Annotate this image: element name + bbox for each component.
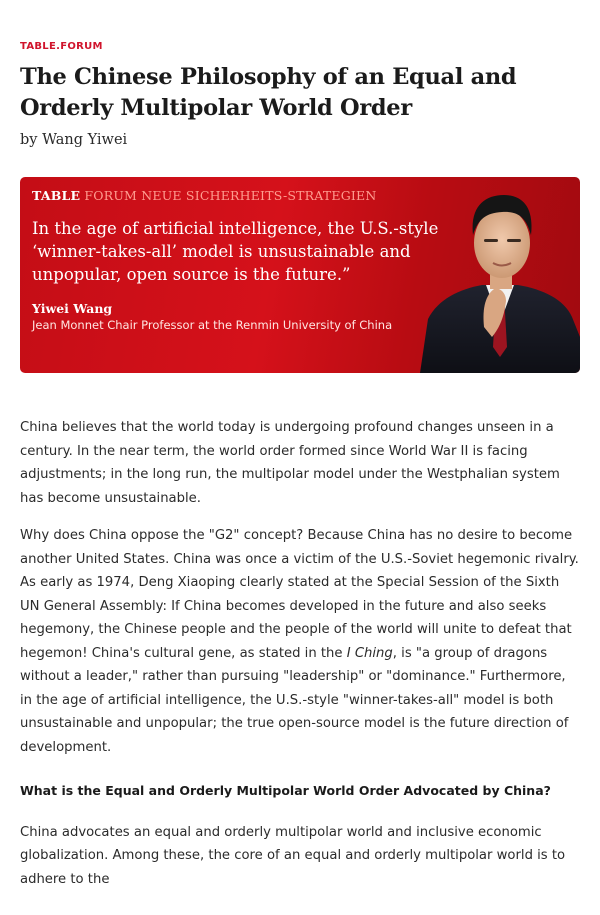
quote-banner xyxy=(20,177,580,373)
banner-quote: In the age of artificial intelligence, the U.S.-style ‘winner-takes-all’ model is unsustainable and unpopular, open source is the future.” xyxy=(32,219,439,284)
article-title: The Chinese Philosophy of an Equal and Orderly Multipolar World Order xyxy=(20,64,517,121)
paragraph-2 xyxy=(20,524,580,759)
article-page xyxy=(0,41,600,891)
section-kicker[interactable]: TABLE.FORUM xyxy=(20,41,103,52)
paragraph-1: China believes that the world today is undergoing profound changes unseen in a century. In the near term, the world order formed since World War II is facing adjustments; in the long run, the multipolar model under the Westphalian system has become unsustainable. xyxy=(20,420,560,506)
banner-series: FORUM NEUE SICHERHEITS-STRATEGIEN xyxy=(84,188,377,203)
paragraph-2-book-title: I Ching xyxy=(346,645,393,661)
banner-brand-logo: TABLE xyxy=(32,188,81,203)
banner-header xyxy=(32,188,376,203)
paragraph-3: China advocates an equal and orderly multipolar world and inclusive economic globalization. Among these, the core of an equal and orderly multipolar world is to adhere to the xyxy=(20,824,566,887)
banner-author-role: Jean Monnet Chair Professor at the Renmin University of China xyxy=(32,318,393,332)
paragraph-2-start: Why does China oppose the "G2" concept? Because China has no desire to become another United States. China was once a victim of the U.S.-Soviet hegemonic rivalry. As early as 1974, Deng Xiaoping clearly stated at the Special Session of the Sixth UN General Assembly: If China becomes developed in the future and also seeks hegemony, the Chinese people and the people of the world will unite to defeat that hegemon! China's cultural gene, as stated in the xyxy=(20,528,579,661)
paragraph-2-end: , is "a group of dragons without a leader," rather than pursuing "leadership" or "dominance." Furthermore, in the age of artificial intelligence, the U.S.-style "winner-takes-all" model is both unsustainable and unpopular; the true open-source model is the future direction of development. xyxy=(20,645,569,755)
article-body xyxy=(20,416,580,891)
author-portrait xyxy=(420,177,580,373)
article-byline: by Wang Yiwei xyxy=(20,132,128,148)
section-subheading: What is the Equal and Orderly Multipolar World Order Advocated by China? xyxy=(20,783,551,798)
banner-author-name: Yiwei Wang xyxy=(32,301,113,316)
